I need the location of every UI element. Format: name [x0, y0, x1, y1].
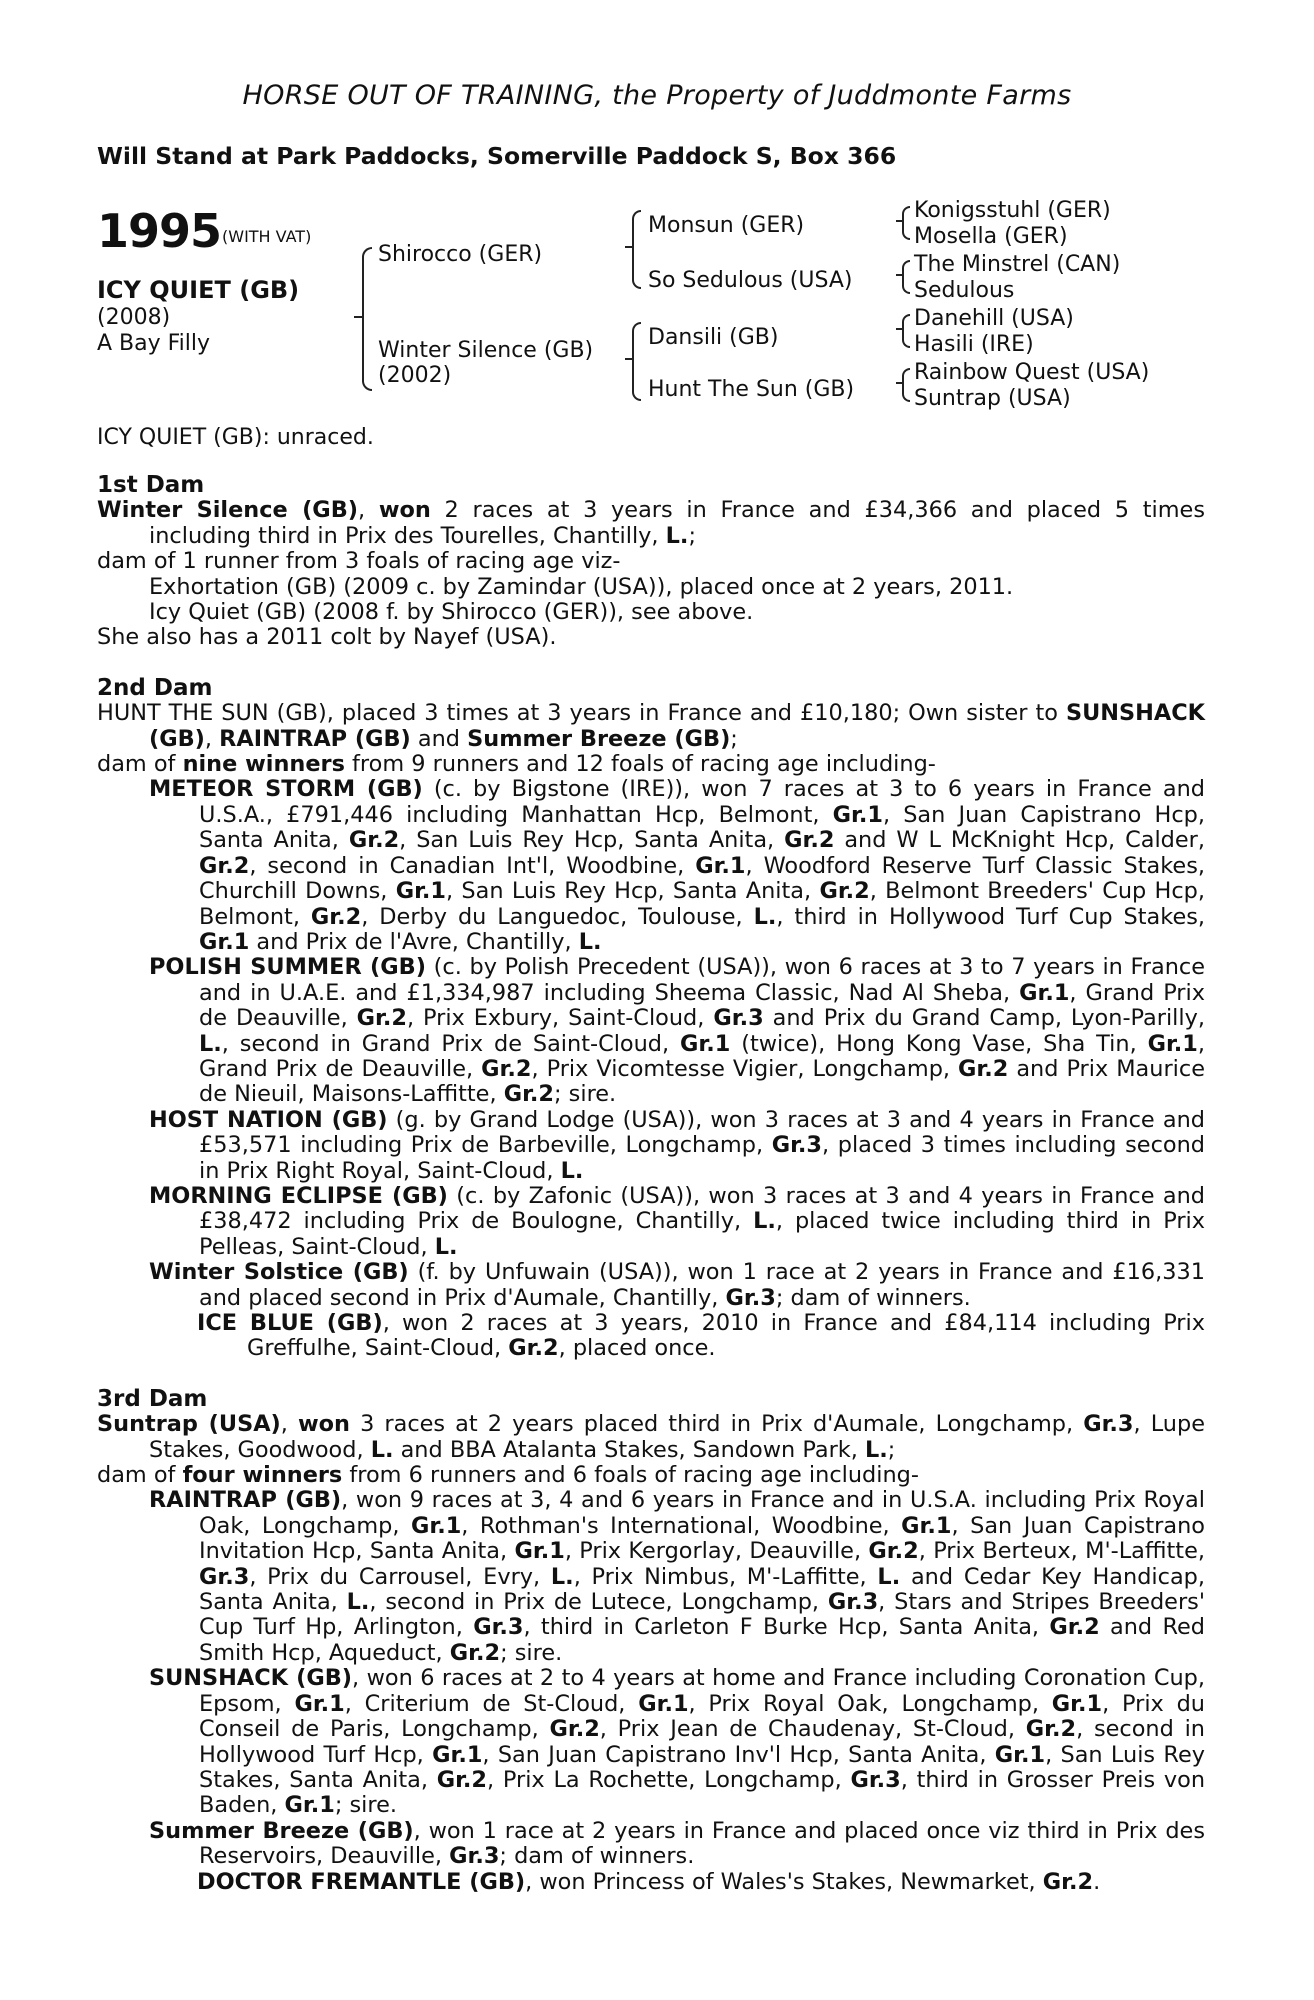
ss-dam-name: Mosella (GER): [914, 224, 1068, 249]
first-dam-produce-summary: dam of 1 runner from 3 foals of racing age viz-: [97, 548, 621, 575]
produce-entry: MORNING ECLIPSE (GB) (c. by Zafonic (USA)), won 3 races at 3 and 4 years in France and £38,472 including Prix de Boulogne, Chantilly, L., placed twice including third in Prix Pelleas, Saint-Cloud, L.: [149, 1182, 1205, 1260]
brace-dd: [902, 368, 910, 402]
second-dam-record: HUNT THE SUN (GB), placed 3 times at 3 years in France and £10,180; Own sister to SUNSHACK (GB), RAINTRAP (GB) and Summer Breeze (GB);: [97, 700, 1205, 752]
grand-produce-entry: DOCTOR FREMANTLE (GB), won Princess of Wales's Stakes, Newmarket, Gr.2.: [197, 1868, 1101, 1895]
brace-dam-parents: [632, 322, 641, 401]
brace-dd-point: [896, 382, 902, 384]
brace-sire-parents-point: [625, 246, 633, 248]
first-dam-also: She also has a 2011 colt by Nayef (USA).: [97, 624, 557, 651]
first-dam-heading: 1st Dam: [97, 472, 205, 498]
brace-gen1-point: [354, 316, 362, 318]
dam-sire-name: Dansili (GB): [648, 325, 779, 350]
produce-item: Exhortation (GB) (2009 c. by Zamindar (USA)), placed once at 2 years, 2011.: [149, 573, 1014, 600]
brace-sd-point: [896, 274, 902, 276]
horse-name: ICY QUIET (GB): [97, 276, 300, 304]
grand-produce-entry: ICE BLUE (GB), won 2 races at 3 years, 2010 in France and £84,114 including Prix Greffulhe, Saint-Cloud, Gr.2, placed once.: [197, 1310, 1205, 1362]
brace-ds: [902, 314, 910, 348]
brace-gen1: [362, 247, 372, 391]
produce-entry: Summer Breeze (GB), won 1 race at 2 years in France and placed once viz third in Prix des Reservoirs, Deauville, Gr.3; dam of winners.: [149, 1817, 1206, 1870]
brace-ss: [902, 206, 910, 240]
produce-entry: METEOR STORM (GB) (c. by Bigstone (IRE)), won 7 races at 3 to 6 years in France and U.S.A., £791,446 including Manhattan Hcp, Belmont, Gr.1, San Juan Capistrano Hcp, Santa Anita, Gr.2, San Luis Rey Hcp, Santa Anita, Gr.2 and W L McKnight Hcp, Calder, Gr.2, second in Canadian Int'l, Woodbine, Gr.1, Woodford Reserve Turf Classic Stakes, Churchill Downs, Gr.1, San Luis Rey Hcp, Santa Anita, Gr.2, Belmont Breeders' Cup Hcp, Belmont, Gr.2, Derby du Languedoc, Toulouse, L., third in Hollywood Turf Cup Stakes, Gr.1 and Prix de l'Avre, Chantilly, L.: [149, 776, 1205, 955]
third-dam-heading: 3rd Dam: [97, 1385, 208, 1412]
second-dam-heading: 2nd Dam: [97, 674, 213, 701]
brace-ss-point: [896, 220, 902, 222]
brace-sd: [902, 260, 910, 294]
produce-entry: RAINTRAP (GB), won 9 races at 3, 4 and 6 years in France and in U.S.A. including Prix Royal Oak, Longchamp, Gr.1, Rothman's International, Woodbine, Gr.1, San Juan Capistrano Invitation Hcp, Santa Anita, Gr.1, Prix Kergorlay, Deauville, Gr.2, Prix Berteux, M'-Laffitte, Gr.3, Prix du Carrousel, Evry, L., Prix Nimbus, M'-Laffitte, L. and Cedar Key Handicap, Santa Anita, L., second in Prix de Lutece, Longchamp, Gr.3, Stars and Stripes Breeders' Cup Turf Hp, Arlington, Gr.3, third in Carleton F Burke Hcp, Santa Anita, Gr.2 and Red Smith Hcp, Aqueduct, Gr.2; sire.: [149, 1487, 1206, 1666]
brace-ds-point: [896, 328, 902, 330]
brace-sire-parents: [632, 210, 641, 289]
ss-sire-name: Konigsstuhl (GER): [914, 198, 1111, 223]
dd-dam-name: Suntrap (USA): [914, 386, 1071, 411]
horse-description: A Bay Filly: [97, 331, 211, 356]
dam-year: (2002): [378, 363, 452, 388]
first-dam-record: Winter Silence (GB), won 2 races at 3 years in France and £34,366 and placed 5 times including third in Prix des Tourelles, Chantilly, L.;: [97, 497, 1205, 549]
catalogue-body: [97, 473, 1205, 1895]
ds-sire-name: Danehill (USA): [914, 306, 1074, 331]
produce-entry: HOST NATION (GB) (g. by Grand Lodge (USA)), won 3 races at 3 and 4 years in France and £53,571 including Prix de Barbeville, Longchamp, Gr.3, placed 3 times including second in Prix Right Royal, Saint-Cloud, L.: [149, 1106, 1205, 1184]
sire-dam-name: So Sedulous (USA): [648, 268, 853, 293]
birth-year: (2008): [97, 305, 171, 330]
racing-record: ICY QUIET (GB): unraced.: [97, 425, 374, 450]
ds-dam-name: Hasili (IRE): [914, 332, 1034, 357]
sd-dam-name: Sedulous: [914, 278, 1015, 303]
dam-name: Winter Silence (GB): [378, 338, 594, 363]
second-dam-produce-summary: dam of nine winners from 9 runners and 12 foals of racing age including-: [97, 751, 936, 778]
third-dam-produce-summary: dam of four winners from 6 runners and 6 foals of racing age including-: [97, 1462, 919, 1489]
produce-entry: SUNSHACK (GB), won 6 races at 2 to 4 years at home and France including Coronation Cup, Epsom, Gr.1, Criterium de St-Cloud, Gr.1, Prix Royal Oak, Longchamp, Gr.1, Prix du Conseil de Paris, Longchamp, Gr.2, Prix Jean de Chaudenay, St-Cloud, Gr.2, second in Hollywood Turf Hcp, Gr.1, San Juan Capistrano Inv'l Hcp, Santa Anita, Gr.1, San Luis Rey Stakes, Santa Anita, Gr.2, Prix La Rochette, Longchamp, Gr.3, third in Grosser Preis von Baden, Gr.1; sire.: [149, 1665, 1206, 1819]
produce-entry: POLISH SUMMER (GB) (c. by Polish Precedent (USA)), won 6 races at 3 to 7 years in France and in U.A.E. and £1,334,987 including Sheema Classic, Nad Al Sheba, Gr.1, Grand Prix de Deauville, Gr.2, Prix Exbury, Saint-Cloud, Gr.3 and Prix du Grand Camp, Lyon-Parilly, L., second in Grand Prix de Saint-Cloud, Gr.1 (twice), Hong Kong Vase, Sha Tin, Gr.1, Grand Prix de Deauville, Gr.2, Prix Vicomtesse Vigier, Longchamp, Gr.2 and Prix Maurice de Nieuil, Maisons-Laffitte, Gr.2; sire.: [149, 954, 1205, 1108]
dd-sire-name: Rainbow Quest (USA): [914, 360, 1150, 385]
page-title: HORSE OUT OF TRAINING, the Property of Juddmonte Farms: [242, 80, 1072, 111]
brace-dam-parents-point: [625, 358, 633, 360]
produce-item: Icy Quiet (GB) (2008 f. by Shirocco (GER)), see above.: [149, 599, 754, 626]
lot-number: 1995: [97, 204, 222, 258]
produce-entry: Winter Solstice (GB) (f. by Unfuwain (USA)), won 1 race at 2 years in France and £16,331 and placed second in Prix d'Aumale, Chantilly, Gr.3; dam of winners.: [149, 1259, 1206, 1311]
pedigree-table: [0, 190, 1314, 440]
third-dam-record: Suntrap (USA), won 3 races at 2 years placed third in Prix d'Aumale, Longchamp, Gr.3, Lupe Stakes, Goodwood, L. and BBA Atalanta Stakes, Sandown Park, L.;: [97, 1411, 1205, 1463]
sire-sire-name: Monsun (GER): [648, 213, 805, 238]
dam-dam-name: Hunt The Sun (GB): [648, 377, 855, 402]
sd-sire-name: The Minstrel (CAN): [914, 252, 1121, 277]
stand-location: Will Stand at Park Paddocks, Somerville Paddock S, Box 366: [97, 142, 897, 170]
sire-name: Shirocco (GER): [378, 242, 543, 267]
vat-note: (WITH VAT): [222, 227, 312, 246]
